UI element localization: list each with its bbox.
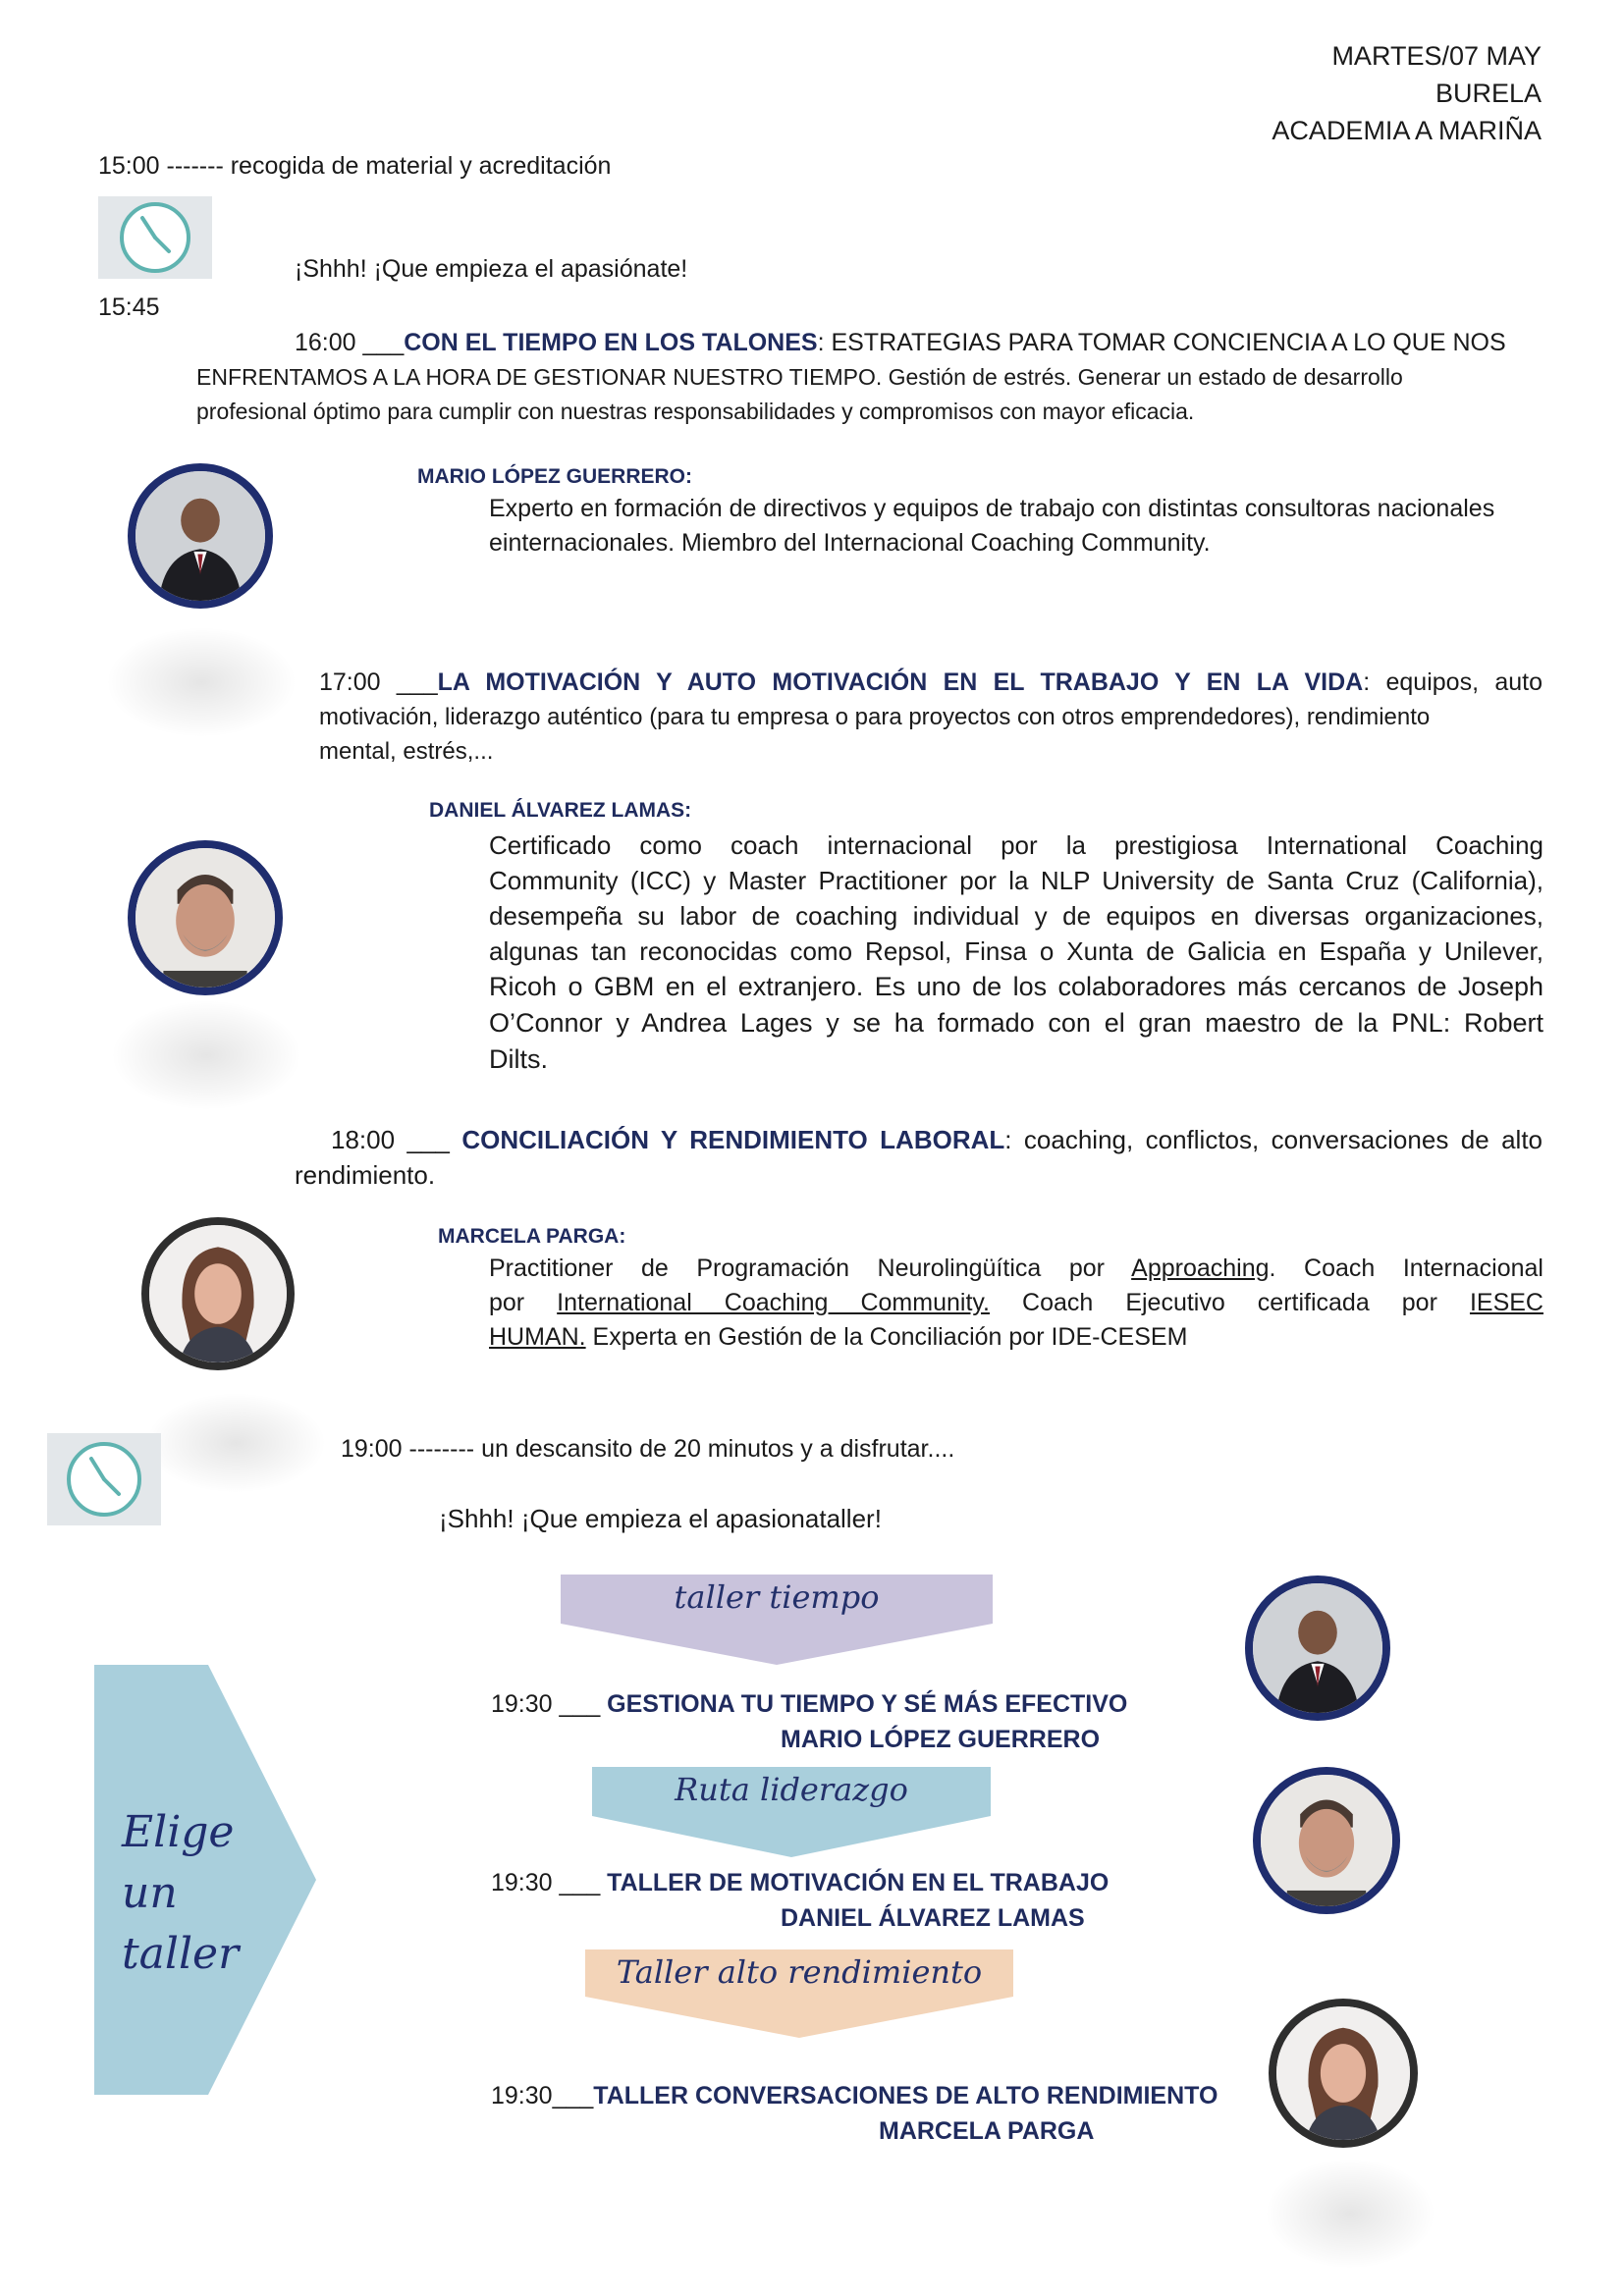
session3-bio: [489, 1252, 1543, 1355]
workshop-title: TALLER DE MOTIVACIÓN EN EL TRABAJO: [607, 1869, 1110, 1896]
accreditation-line: 15:00 ------- recogida de material y acreditación: [98, 152, 612, 180]
session2-line1: 17:00 ___LA MOTIVACIÓN Y AUTO MOTIVACIÓN EN EL TRABAJO Y EN LA VIDA: equipos, auto: [319, 668, 1543, 696]
event-date: MARTES/07 MAY: [1331, 41, 1542, 71]
session1-line2: ENFRENTAMOS A LA HORA DE GESTIONAR NUESTRO TIEMPO. Gestión de estrés. Generar un estado de desarrollo: [196, 364, 1403, 390]
workshop-time: 19:30: [491, 1869, 553, 1896]
avatar-mario: [1245, 1575, 1390, 1721]
shadow-decoration: [108, 628, 295, 736]
session3-line1: 18:00 ___ CONCILIACIÓN Y RENDIMIENTO LABORAL: coaching, conflictos, conversaciones de alto: [331, 1125, 1543, 1154]
clock-icon: [47, 1433, 161, 1525]
session2-bio-line: Certificado como coach internacional por la prestigiosa International Coaching: [489, 830, 1543, 860]
workshop-speaker: MARCELA PARGA: [879, 2117, 1095, 2145]
session3-time: 18:00: [331, 1125, 396, 1154]
workshop-intro-text: ¡Shhh! ¡Que empieza el apasionataller!: [439, 1504, 882, 1533]
session3-line2: rendimiento.: [295, 1160, 436, 1190]
workshop-title: TALLER CONVERSACIONES DE ALTO RENDIMIENTO: [593, 2082, 1218, 2109]
session2-bio: [489, 828, 1543, 1078]
iesec-link[interactable]: IESEC: [1469, 1289, 1543, 1316]
workshop-title: GESTIONA TU TIEMPO Y SÉ MÁS EFECTIVO: [607, 1690, 1128, 1718]
workshop-banner-liderazgo: [592, 1767, 991, 1857]
shadow-decoration: [1267, 2160, 1434, 2268]
avatar-mario: [128, 463, 273, 609]
break-time: 19:00: [341, 1435, 403, 1463]
session2-line2: motivación, liderazgo auténtico (para tu empresa o para proyectos con otros emprendedores), rendimiento: [319, 704, 1431, 730]
session2-bio-line: O’Connor y Andrea Lages y se ha formado con el gran maestro de la PNL: Robert: [489, 1008, 1543, 1038]
session1-speaker: MARIO LÓPEZ GUERRERO:: [417, 465, 693, 488]
workshop-speaker: DANIEL ÁLVAREZ LAMAS: [781, 1904, 1085, 1932]
break-text: un descansito de 20 minutos y a disfrutar....: [481, 1435, 955, 1463]
session3-speaker: MARCELA PARGA:: [438, 1225, 626, 1248]
session3-bio-line3: HUMAN. Experta en Gestión de la Conciliación por IDE-CESEM: [489, 1323, 1188, 1351]
choose-workshop-arrow: [94, 1665, 316, 2095]
session2-time: 17:00: [319, 668, 381, 696]
clock-icon: [98, 196, 212, 279]
session1-line3: profesional óptimo para cumplir con nuestras responsabilidades y compromisos con mayor eficacia.: [196, 399, 1195, 424]
icc-link[interactable]: International Coaching Community.: [557, 1289, 990, 1316]
avatar-marcela: [141, 1217, 295, 1370]
session3-title: CONCILIACIÓN Y RENDIMIENTO LABORAL: [461, 1125, 1005, 1154]
workshop-banner-label: taller tiempo: [674, 1578, 880, 1616]
event-venue: ACADEMIA A MARIÑA: [1272, 116, 1542, 145]
session2-bio-line: desempeña su labor de coaching individual y de equipos en diversas organizaciones,: [489, 901, 1543, 931]
human-link[interactable]: HUMAN.: [489, 1323, 586, 1351]
session1-title: CON EL TIEMPO EN LOS TALONES: [404, 329, 818, 356]
session1-line1: 16:00 ___CON EL TIEMPO EN LOS TALONES: ESTRATEGIAS PARA TOMAR CONCIENCIA A LO QUE NOS: [295, 329, 1506, 356]
workshop-banner-label: Ruta liderazgo: [675, 1771, 908, 1808]
approaching-link[interactable]: Approaching: [1131, 1255, 1270, 1282]
session2-bio-line: Dilts.: [489, 1044, 548, 1074]
session2-bio-line: Community (ICC) y Master Practitioner por la NLP University de Santa Cruz (California),: [489, 866, 1543, 895]
session2-line3: mental, estrés,...: [319, 738, 494, 765]
shadow-decoration: [113, 1001, 299, 1109]
session2-speaker: DANIEL ÁLVAREZ LAMAS:: [429, 799, 692, 822]
workshop-1-line: 19:30 ___ GESTIONA TU TIEMPO Y SÉ MÁS EFECTIVO: [491, 1690, 1128, 1718]
opening-time: 15:45: [98, 294, 160, 321]
workshop-2-line: 19:30 ___ TALLER DE MOTIVACIÓN EN EL TRABAJO: [491, 1869, 1110, 1896]
session2-title: LA MOTIVACIÓN Y AUTO MOTIVACIÓN EN EL TRABAJO Y EN LA VIDA: [437, 668, 1364, 696]
workshop-speaker: MARIO LÓPEZ GUERRERO: [781, 1726, 1101, 1753]
break-line: 19:00 -------- un descansito de 20 minutos y a disfrutar....: [341, 1435, 955, 1463]
choose-workshop-text: Elige un taller: [122, 1807, 240, 1979]
shadow-decoration: [147, 1394, 324, 1492]
event-header: [1272, 37, 1542, 149]
workshop-banner-label: Taller alto rendimiento: [616, 1953, 983, 1991]
workshop-3-line: 19:30___TALLER CONVERSACIONES DE ALTO RENDIMIENTO: [491, 2082, 1218, 2109]
session1-time: 16:00: [295, 329, 356, 356]
avatar-marcela: [1269, 1999, 1418, 2148]
opening-text: ¡Shhh! ¡Que empieza el apasiónate!: [295, 255, 688, 283]
session1-bio-line2: einternacionales. Miembro del Internacional Coaching Community.: [489, 529, 1211, 557]
workshop-time: 19:30: [491, 1690, 553, 1718]
session3-bio-line2: por International Coaching Community. Coach Ejecutivo certificada por IESEC: [489, 1289, 1543, 1316]
workshop-banner-rendimiento: [585, 1949, 1013, 2038]
session2-bio-line: algunas tan reconocidas como Repsol, Finsa o Xunta de Galicia en España y Unilever,: [489, 936, 1543, 966]
workshop-banner-tiempo: [561, 1575, 993, 1665]
workshop-time: 19:30: [491, 2082, 553, 2109]
session1-bio-line1: Experto en formación de directivos y equipos de trabajo con distintas consultoras nacionales: [489, 495, 1495, 522]
avatar-daniel: [1253, 1767, 1400, 1914]
accreditation-text: recogida de material y acreditación: [230, 152, 612, 180]
event-city: BURELA: [1435, 79, 1542, 108]
session2-bio-line: Ricoh o GBM en el extranjero. Es uno de los colaboradores más cercanos de Joseph: [489, 972, 1543, 1001]
session3-bio-line1: Practitioner de Programación Neurolingüítica por Approaching. Coach Internacional: [489, 1255, 1543, 1282]
accreditation-time: 15:00: [98, 152, 160, 180]
avatar-daniel: [128, 840, 283, 995]
